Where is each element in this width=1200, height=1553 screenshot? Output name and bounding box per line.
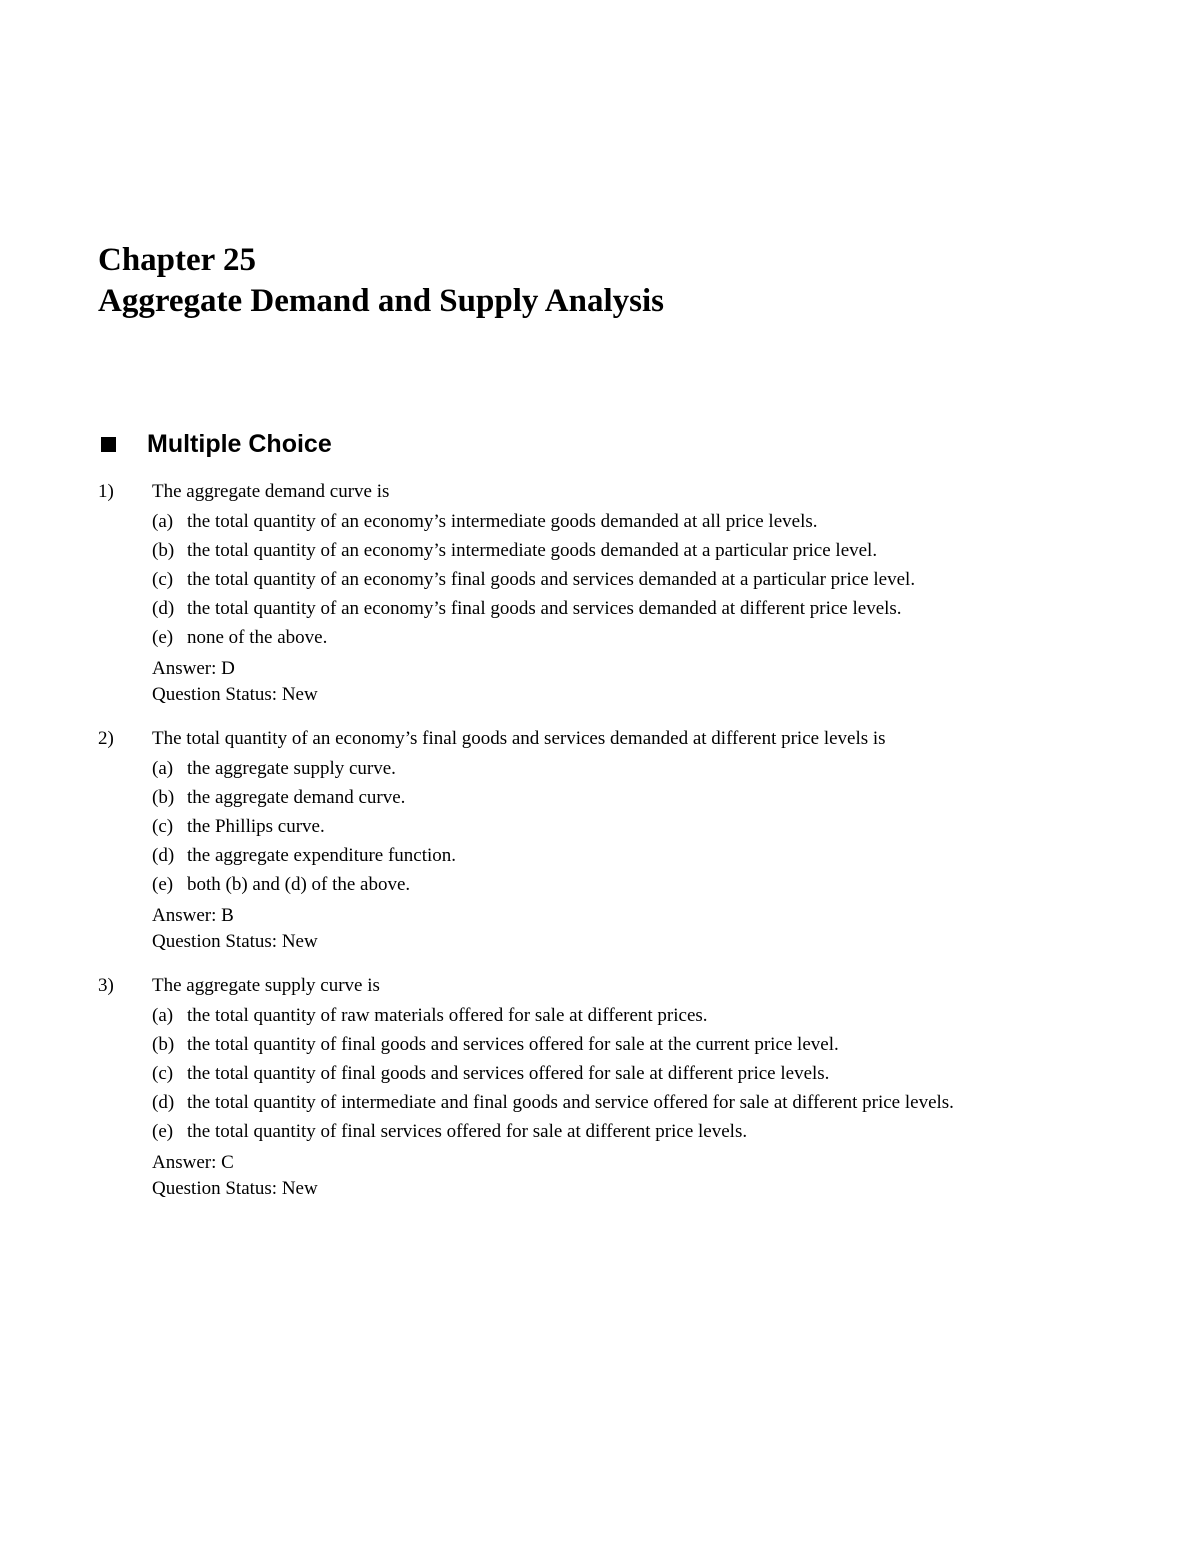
option-c [98,1061,1007,1086]
option-text: none of the above. [187,627,328,648]
option-b [98,785,1007,810]
filled-square-icon [101,437,116,452]
option-letter: (a) [152,758,174,779]
option-d [98,1090,1007,1115]
option-d [98,596,1127,621]
answer-text: Answer: C [152,1152,234,1173]
option-letter: (a) [152,511,174,532]
question-number: 3) [98,975,114,996]
option-text: the total quantity of intermediate and final goods and service offered for sale at different price levels. [187,1092,954,1113]
option-b [98,538,1007,563]
chapter-heading [98,240,664,322]
question-stem: The total quantity of an economy’s final goods and services demanded at different price levels is [152,728,886,749]
option-text: the total quantity of an economy’s final goods and services demanded at different price levels. [187,598,902,619]
option-list [98,1003,1058,1144]
section-title: Multiple Choice [147,430,332,458]
question-status: Question Status: New [152,684,318,705]
chapter-number: Chapter 25 [98,242,256,278]
option-c [98,567,1127,592]
option-letter: (c) [152,569,174,590]
option-text: the total quantity of an economy’s final goods and services demanded at a particular price level. [187,569,916,590]
option-list [98,756,1058,897]
option-text: the aggregate demand curve. [187,787,406,808]
option-letter: (c) [152,1063,174,1084]
option-letter: (c) [152,816,174,837]
option-text: the total quantity of final goods and services offered for sale at different price levels. [187,1063,830,1084]
option-letter: (d) [152,598,175,619]
question-status: Question Status: New [152,1178,318,1199]
option-letter: (a) [152,1005,174,1026]
option-c [98,814,1007,839]
option-text: the aggregate supply curve. [187,758,396,779]
question-status: Question Status: New [152,931,318,952]
question-stem: The aggregate supply curve is [152,975,380,996]
option-list [98,509,1058,650]
option-letter: (b) [152,540,175,561]
option-text: the total quantity of an economy’s intermediate goods demanded at all price levels. [187,511,818,532]
option-letter: (e) [152,627,174,648]
question-stem: The aggregate demand curve is [152,481,390,502]
option-text: both (b) and (d) of the above. [187,874,411,895]
question-number: 1) [98,481,114,502]
option-text: the total quantity of final goods and services offered for sale at the current price level. [187,1034,839,1055]
option-a [98,1003,1007,1028]
option-text: the total quantity of final services offered for sale at different price levels. [187,1121,748,1142]
option-letter: (b) [152,787,175,808]
option-b [98,1032,1007,1057]
answer-text: Answer: D [152,658,235,679]
option-letter: (b) [152,1034,175,1055]
answer-block [98,656,1058,708]
option-text: the total quantity of raw materials offered for sale at different prices. [187,1005,708,1026]
answer-block [98,1150,1058,1202]
option-text: the aggregate expenditure function. [187,845,457,866]
option-letter: (d) [152,1092,175,1113]
answer-block [98,903,1058,955]
question-1 [98,479,1058,708]
option-e [98,1119,1007,1144]
option-letter: (e) [152,1121,174,1142]
answer-text: Answer: B [152,905,234,926]
option-text: the Phillips curve. [187,816,325,837]
option-letter: (d) [152,845,175,866]
chapter-title: Aggregate Demand and Supply Analysis [98,283,665,319]
option-text: the total quantity of an economy’s intermediate goods demanded at a particular price level. [187,540,878,561]
question-2 [98,726,1058,955]
question-3 [98,973,1058,1202]
option-d [98,843,1007,868]
section-heading [98,428,332,460]
question-number: 2) [98,728,114,749]
option-e [98,872,1007,897]
option-a [98,509,1007,534]
option-e [98,625,1007,650]
option-a [98,756,1007,781]
option-letter: (e) [152,874,174,895]
